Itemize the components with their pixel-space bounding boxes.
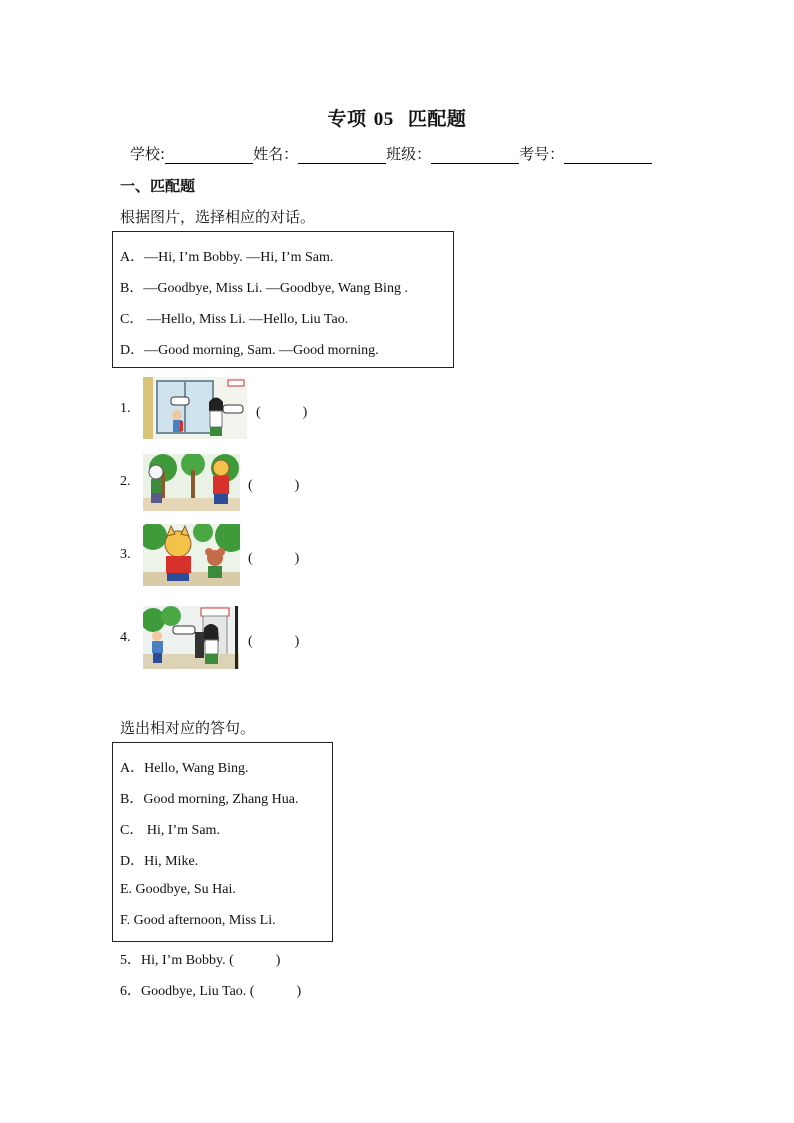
response-option-d: D．Hi, Mike. — [120, 854, 199, 869]
school-blank[interactable] — [165, 147, 253, 164]
response-option-e: E. Goodbye, Su Hai. — [120, 882, 236, 897]
response-option-f: F. Good afternoon, Miss Li. — [120, 913, 276, 928]
question-3-number: 3. — [120, 547, 131, 562]
option-a: A．—Hi, I’m Bobby. —Hi, I’m Sam. — [120, 250, 334, 265]
cat-and-mouse-image — [143, 524, 240, 586]
response-option-a: A．Hello, Wang Bing. — [120, 761, 249, 776]
page-title: 专项 05 匹配题 — [327, 108, 467, 130]
question-2-answer[interactable]: ( ) — [248, 478, 300, 493]
question-4-answer[interactable]: ( ) — [248, 634, 300, 649]
section1-instruction: 根据图片，选择相应的对话。 — [120, 208, 316, 226]
cat-and-dog-in-park-image — [143, 454, 240, 511]
question-2-number: 2. — [120, 474, 131, 489]
teacher-and-boy-at-door-image — [143, 377, 247, 439]
question-1-number: 1. — [120, 401, 131, 416]
question-6[interactable]: 6．Goodbye, Liu Tao. ( ) — [120, 984, 302, 999]
question-1-answer[interactable]: ( ) — [256, 405, 308, 420]
question-4-number: 4. — [120, 630, 131, 645]
option-b: B．—Goodbye, Miss Li. —Goodbye, Wang Bing . — [120, 281, 408, 296]
response-options-box — [112, 742, 333, 942]
school-label: 学校: — [130, 145, 166, 163]
boy-and-teacher-by-school-image — [143, 606, 239, 669]
exam-no-blank[interactable] — [564, 147, 652, 164]
name-blank[interactable] — [298, 147, 386, 164]
section-heading: 一、匹配题 — [120, 177, 196, 195]
name-label: 姓名： — [253, 145, 299, 163]
student-info-line — [130, 143, 652, 164]
dialogue-options-box — [112, 231, 454, 368]
class-label: 班级： — [386, 145, 432, 163]
question-5[interactable]: 5．Hi, I’m Bobby. ( ) — [120, 953, 281, 968]
class-blank[interactable] — [431, 147, 519, 164]
option-d: D．—Good morning, Sam. —Good morning. — [120, 343, 379, 358]
response-option-b: B．Good morning, Zhang Hua. — [120, 792, 299, 807]
response-option-c: C． Hi, I’m Sam. — [120, 823, 220, 838]
exam-no-label: 考号： — [519, 145, 565, 163]
section2-instruction: 选出相对应的答句。 — [120, 719, 256, 737]
option-c: C． —Hello, Miss Li. —Hello, Liu Tao. — [120, 312, 349, 327]
question-3-answer[interactable]: ( ) — [248, 551, 300, 566]
